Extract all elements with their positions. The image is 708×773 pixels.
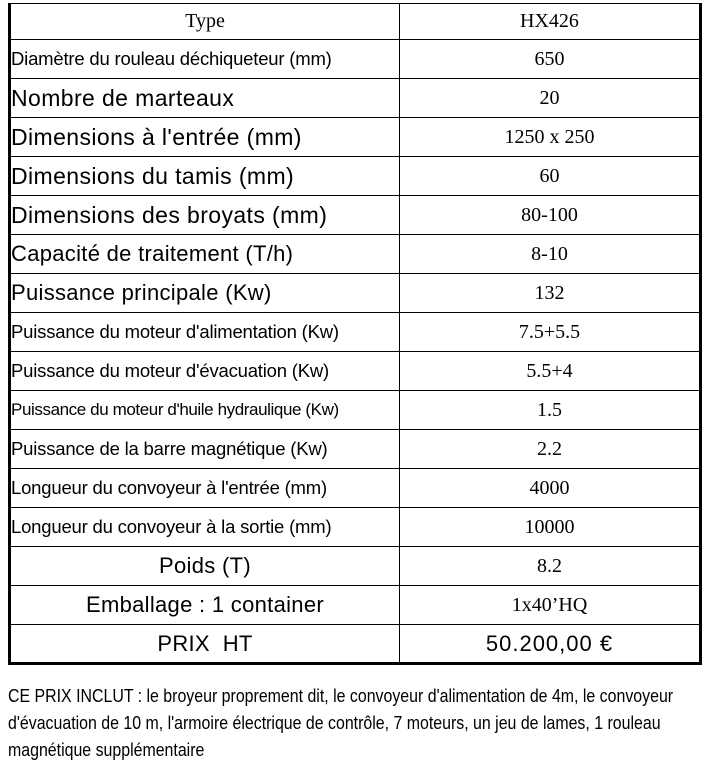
row-value: 2.2 [400,430,701,469]
row-value: 8.2 [400,547,701,586]
row-value: 20 [400,79,701,118]
row-value: 8-10 [400,235,701,274]
table-row [10,235,701,274]
table-row [10,508,701,547]
row-value: 60 [400,157,701,196]
price-label: PRIX HT [10,625,400,664]
row-label: Puissance du moteur d'huile hydraulique (Kw) [10,391,400,430]
row-label: Dimensions du tamis (mm) [10,157,400,196]
table-row [10,391,701,430]
row-label: Emballage : 1 container [10,586,400,625]
row-value: 10000 [400,508,701,547]
row-label: Longueur du convoyeur à l'entrée (mm) [10,469,400,508]
row-value: 1250 x 250 [400,118,701,157]
row-label: Puissance du moteur d'évacuation (Kw) [10,352,400,391]
row-label: Longueur du convoyeur à la sortie (mm) [10,508,400,547]
table-row [10,79,701,118]
row-value: 7.5+5.5 [400,313,701,352]
table-row [10,196,701,235]
row-label: Puissance de la barre magnétique (Kw) [10,430,400,469]
table-row [10,157,701,196]
table-row [10,313,701,352]
table-row [10,40,701,79]
row-label: Nombre de marteaux [10,79,400,118]
spec-table [8,3,702,665]
price-includes-note: CE PRIX INCLUT : le broyeur proprement dit, le convoyeur d'alimentation de 4m, le convoyeur d'évacuation de 10 m, l'armoire électrique de contrôle, 7 moteurs, un jeu de lames, 1 rouleau magnétique supplémentaire [8,685,674,760]
row-value: 1x40’HQ [400,586,701,625]
row-value: 80-100 [400,196,701,235]
spec-sheet [8,3,699,665]
table-header-row [10,4,701,40]
table-row [10,586,701,625]
row-label: Capacité de traitement (T/h) [10,235,400,274]
table-row [10,274,701,313]
row-value: 650 [400,40,701,79]
row-value: 132 [400,274,701,313]
row-label: Puissance du moteur d'alimentation (Kw) [10,313,400,352]
row-label: Dimensions à l'entrée (mm) [10,118,400,157]
table-row [10,430,701,469]
row-label: Puissance principale (Kw) [10,274,400,313]
row-label: Dimensions des broyats (mm) [10,196,400,235]
row-value: 5.5+4 [400,352,701,391]
price-value: 50.200,00 € [400,625,701,664]
table-row [10,118,701,157]
table-row [10,352,701,391]
row-label: Poids (T) [10,547,400,586]
row-label: Diamètre du rouleau déchiqueteur (mm) [10,40,400,79]
header-label-cell: Type [10,4,400,40]
table-row [10,469,701,508]
header-value-cell: HX426 [400,4,701,40]
table-row-price [10,625,701,664]
table-row [10,547,701,586]
row-value: 4000 [400,469,701,508]
row-value: 1.5 [400,391,701,430]
